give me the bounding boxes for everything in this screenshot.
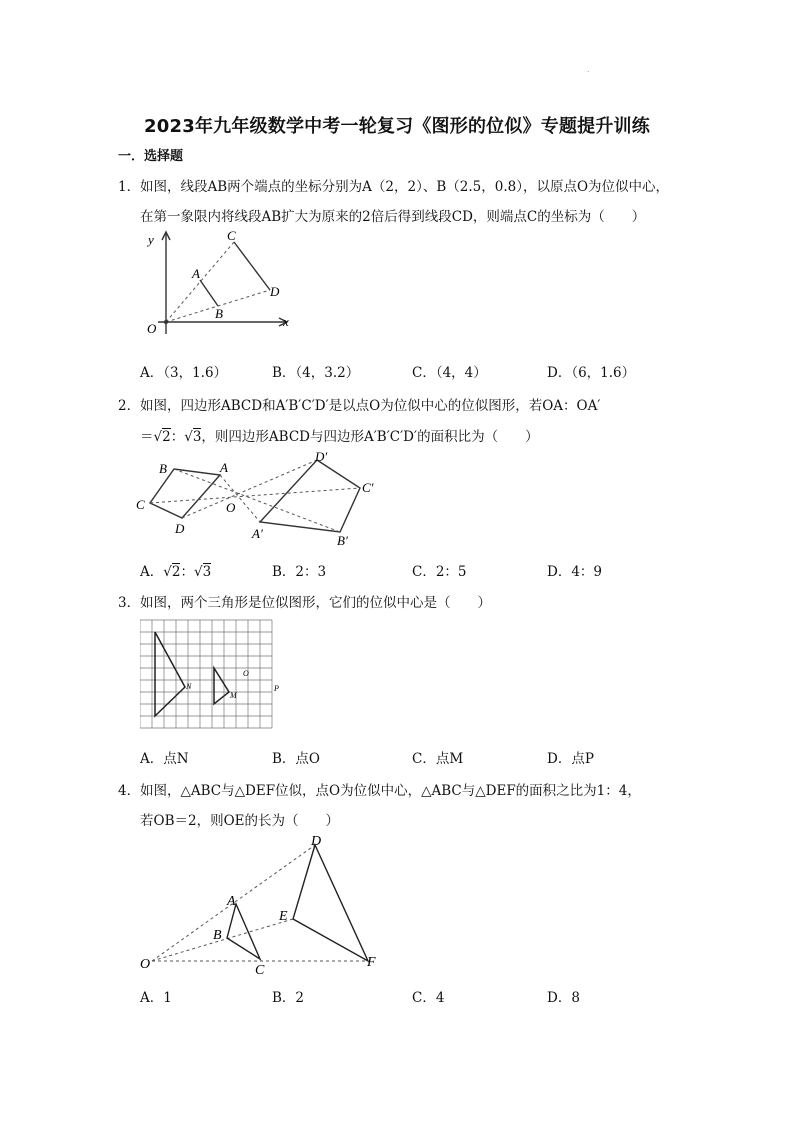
page-title: 2023年九年级数学中考一轮复习《图形的位似》专题提升训练 (144, 116, 650, 137)
q4-option-a[interactable]: A．1 (140, 990, 172, 1006)
label-B: B (215, 306, 223, 321)
q3-option-a[interactable]: A．点N (140, 751, 189, 767)
q3-number: 3． (118, 595, 141, 611)
q2-text-line1: 如图，四边形ABCD和A′B′C′D′是以点O为位似中心的位似图形，若OA：OA′ (140, 398, 601, 414)
q1-text-line2: 在第一象限内将线段AB扩大为原来的2倍后得到线段CD，则端点C的坐标为（ ） (140, 209, 646, 225)
label-F: F (367, 955, 376, 970)
label-x: x (283, 314, 289, 329)
label-A: A (192, 266, 200, 281)
triangle-abc (227, 904, 260, 959)
label-C-prime: C′ (362, 480, 374, 495)
q1-option-b[interactable]: B．（4，3.2） (272, 365, 360, 381)
label-B: B (213, 928, 222, 943)
q1-text-line1: 如图，线段AB两个端点的坐标分别为A（2，2）、B（2.5，0.8），以原点O为位似中心， (140, 179, 670, 195)
q1-number: 1． (118, 179, 141, 195)
q2-option-d[interactable]: D．4：9 (547, 564, 603, 580)
q4-figure (138, 832, 388, 980)
sqrt-radical: √ (163, 564, 172, 580)
q2-option-a[interactable]: A．√2：√3 (140, 564, 212, 580)
label-y: y (148, 232, 154, 247)
q2-option-c[interactable]: C．2：5 (412, 564, 467, 580)
q2-number: 2． (118, 398, 141, 414)
q1-option-a[interactable]: A．（3，1.6） (140, 365, 228, 381)
header-dot: . (587, 65, 590, 74)
label-D: D (311, 834, 322, 849)
q3-text: 如图，两个三角形是位似图形，它们的位似中心是（ ） (140, 595, 491, 611)
label-A: A (220, 460, 228, 475)
ray-oc (166, 242, 234, 322)
q4-option-c[interactable]: C．4 (412, 990, 445, 1006)
q3-option-d[interactable]: D．点P (547, 751, 594, 767)
segment-ab (200, 280, 218, 306)
q3-option-b[interactable]: B．点O (272, 751, 320, 767)
quad-a2b2c2d2 (260, 460, 360, 532)
label-C: C (227, 228, 236, 243)
label-O: O (147, 321, 157, 336)
q2-figure (132, 448, 392, 548)
label-B-prime: B′ (337, 533, 348, 548)
q4-option-d[interactable]: D．8 (547, 990, 580, 1006)
label-D-prime: D′ (315, 449, 328, 464)
label-P: P (274, 684, 279, 693)
segment-cd (234, 242, 270, 290)
q1-option-d[interactable]: D．（6，1.6） (547, 365, 636, 381)
q4-text-line2: 若OB＝2，则OE的长为（ ） (140, 813, 339, 829)
label-O: O (243, 669, 249, 678)
label-C: C (136, 497, 145, 512)
q2-option-b[interactable]: B．2：3 (272, 564, 327, 580)
q3-figure (140, 618, 290, 736)
q4-option-b[interactable]: B．2 (272, 990, 305, 1006)
quad-abcd (150, 469, 220, 518)
label-A-prime: A′ (252, 526, 263, 541)
label-B: B (159, 461, 167, 476)
q3-option-c[interactable]: C．点M (412, 751, 464, 767)
q2-text-line2: ＝√2：√3，则四边形ABCD与四边形A′B′C′D′的面积比为（ ） (140, 429, 539, 445)
label-O: O (226, 500, 236, 515)
ray-oe (152, 919, 293, 961)
sqrt-radical: √ (184, 429, 193, 445)
sqrt-radical: √ (193, 564, 203, 580)
label-O: O (140, 957, 151, 972)
section-heading: 一．选择题 (118, 149, 184, 164)
label-M: M (230, 691, 237, 700)
label-D: D (175, 521, 185, 536)
triangle-large (155, 632, 185, 716)
label-A: A (227, 894, 236, 909)
q1-figure (138, 226, 298, 341)
label-N: N (186, 682, 192, 691)
sqrt-radical: √ (153, 429, 163, 445)
label-E: E (279, 909, 288, 924)
q4-number: 4． (118, 783, 141, 799)
label-C: C (255, 963, 265, 978)
q1-option-c[interactable]: C．（4，4） (412, 365, 487, 381)
triangle-def (293, 845, 368, 961)
q4-text-line1: 如图，△ABC与△DEF位似，点O为位似中心，△ABC与△DEF的面积之比为1：4， (140, 783, 641, 799)
label-D: D (270, 284, 280, 299)
triangle-small (214, 668, 229, 704)
